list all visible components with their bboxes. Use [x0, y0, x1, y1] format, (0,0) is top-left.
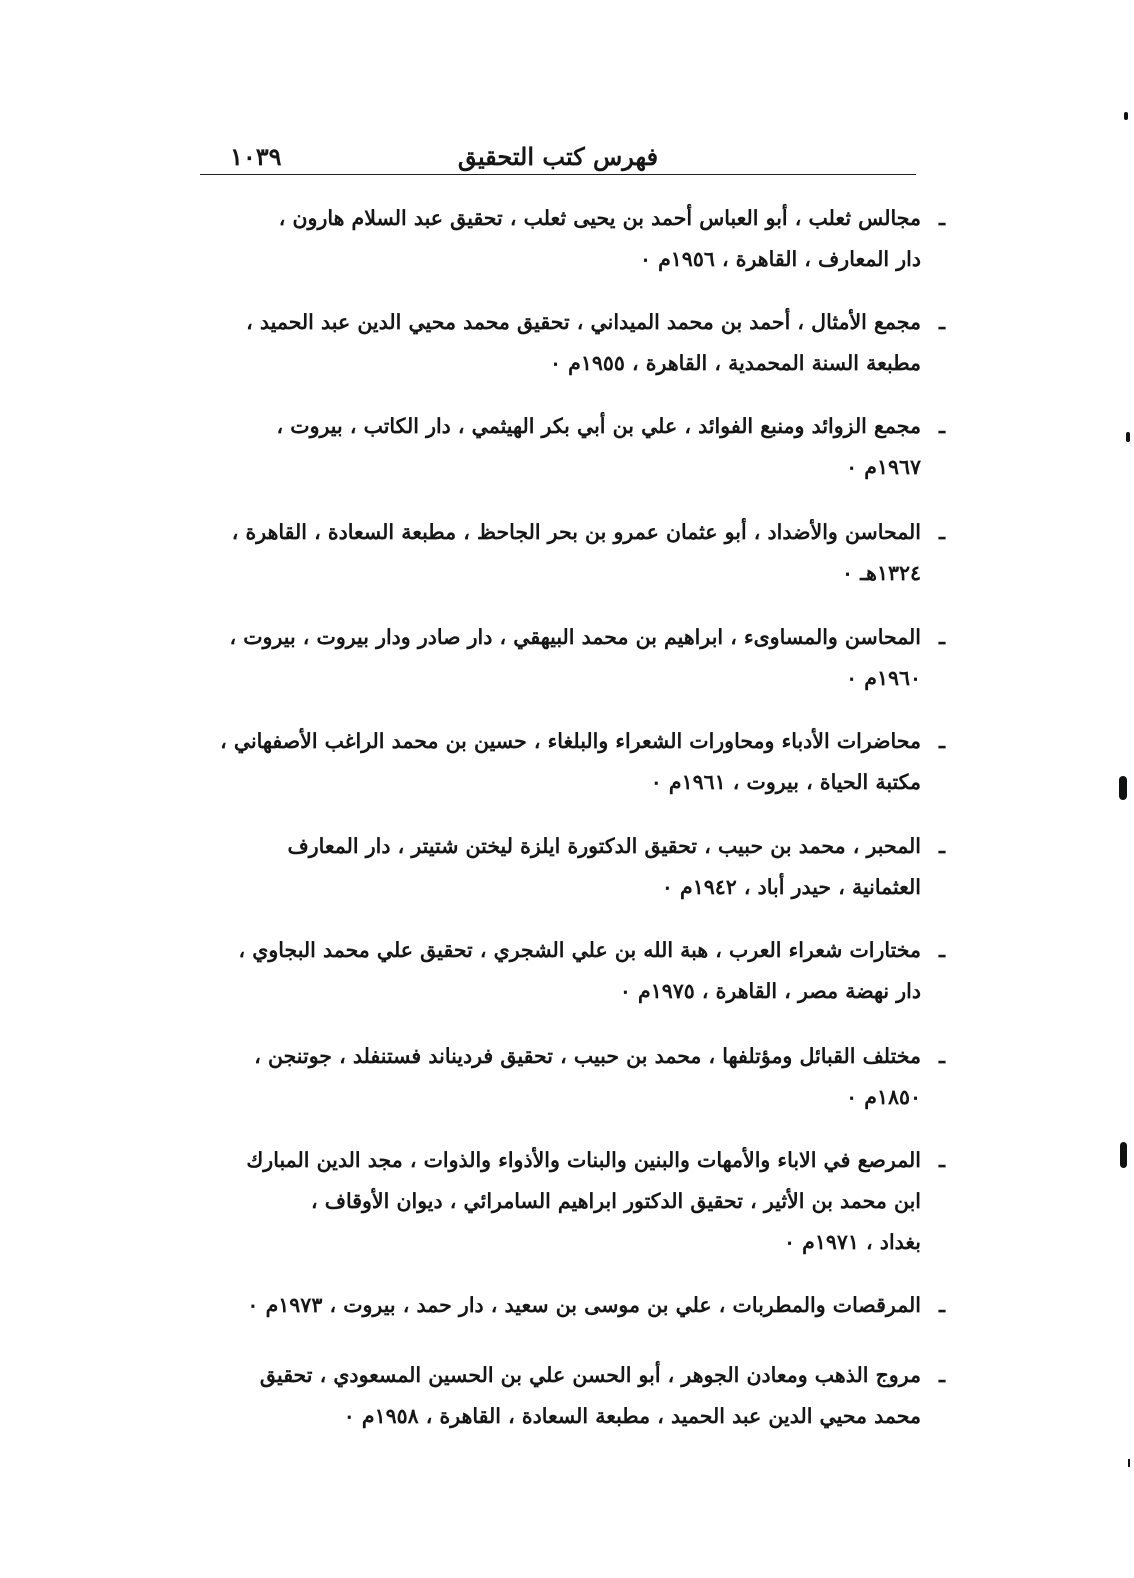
list-item [195, 198, 945, 280]
entry-line: دار المعارف ، القاهرة ، ١٩٥٦م ٠ [639, 247, 921, 271]
entry-line: المحاسن والمساوىء ، ابراهيم بن محمد البيهقي ، دار صادر ودار بيروت ، بيروت ، [229, 625, 921, 649]
page-title: فهرس كتب التحقيق [457, 142, 659, 171]
list-item [195, 512, 945, 594]
list-item [195, 1036, 945, 1118]
scan-speck [1120, 1142, 1127, 1168]
entry-line: المرصع في الاباء والأمهات والبنين والبنات والأذواء والذوات ، مجد الدين المبارك [246, 1148, 921, 1172]
entry-dash: ـ [938, 1148, 945, 1172]
entry-dash: ـ [938, 414, 945, 438]
entry-line: المحاسن والأضداد ، أبو عثمان عمرو بن بحر الجاحظ ، مطبعة السعادة ، القاهرة ، [231, 520, 921, 544]
entry-line: ١٨٥٠م ٠ [846, 1085, 921, 1109]
entry-line: ابن محمد بن الأثير ، تحقيق الدكتور ابراهيم السامرائي ، ديوان الأوقاف ، [310, 1189, 921, 1213]
list-item [195, 302, 945, 384]
entry-dash: ـ [938, 520, 945, 544]
entry-line: مروج الذهب ومعادن الجوهر ، أبو الحسن علي بن الحسين المسعودي ، تحقيق [259, 1363, 921, 1387]
entry-line: محمد محيي الدين عبد الحميد ، مطبعة السعادة ، القاهرة ، ١٩٥٨م ٠ [343, 1404, 921, 1428]
entry-dash: ـ [938, 1363, 945, 1387]
page-number: ١٠٣٩ [230, 142, 282, 171]
entry-line: ١٣٢٤هـ ٠ [841, 561, 921, 585]
list-item [195, 1355, 945, 1437]
entry-line: العثمانية ، حيدر أباد ، ١٩٤٢م ٠ [661, 875, 921, 899]
scan-speck [1124, 112, 1128, 120]
list-item [195, 826, 945, 908]
entry-line: المرقصات والمطربات ، علي بن موسى بن سعيد ، دار حمد ، بيروت ، ١٩٧٣م ٠ [247, 1293, 921, 1317]
entry-line: مطبعة السنة المحمدية ، القاهرة ، ١٩٥٥م ٠ [550, 351, 921, 375]
entry-dash: ـ [938, 206, 945, 230]
list-item [195, 406, 945, 488]
list-item [195, 721, 945, 803]
entry-dash: ـ [938, 310, 945, 334]
entry-dash: ـ [938, 1293, 945, 1317]
list-item [195, 617, 945, 699]
list-item [195, 1140, 945, 1263]
entry-line: مجمع الزوائد ومنبع الفوائد ، علي بن أبي بكر الهيثمي ، دار الكاتب ، بيروت ، [276, 414, 921, 438]
scan-speck [1126, 432, 1130, 442]
entry-line: المحبر ، محمد بن حبيب ، تحقيق الدكتورة ايلزة ليختن شتيتر ، دار المعارف [287, 834, 921, 858]
scan-speck [1119, 776, 1127, 800]
entry-dash: ـ [938, 625, 945, 649]
entry-line: مختلف القبائل ومؤتلفها ، محمد بن حبيب ، تحقيق فرديناند فستنفلد ، جوتنجن ، [254, 1044, 921, 1068]
entry-line: دار نهضة مصر ، القاهرة ، ١٩٧٥م ٠ [619, 979, 921, 1003]
list-item [195, 1285, 945, 1326]
entry-dash: ـ [938, 938, 945, 962]
entry-line: مختارات شعراء العرب ، هبة الله بن علي الشجري ، تحقيق علي محمد البجاوي ، [238, 938, 921, 962]
entry-dash: ـ [938, 834, 945, 858]
scan-speck [1128, 1459, 1130, 1467]
entry-line: مجمع الأمثال ، أحمد بن محمد الميداني ، تحقيق محمد محيي الدين عبد الحميد ، [246, 310, 921, 334]
entry-line: ١٩٦٠م ٠ [846, 666, 921, 690]
list-item [195, 930, 945, 1012]
entry-dash: ـ [938, 1044, 945, 1068]
entry-dash: ـ [938, 729, 945, 753]
entry-line: مجالس ثعلب ، أبو العباس أحمد بن يحيى ثعلب ، تحقيق عبد السلام هارون ، [278, 206, 921, 230]
entry-line: محاضرات الأدباء ومحاورات الشعراء والبلغاء ، حسين بن محمد الراغب الأصفهاني ، [220, 729, 921, 753]
entry-line: بغداد ، ١٩٧١م ٠ [784, 1230, 921, 1254]
entry-line: ١٩٦٧م ٠ [846, 455, 921, 479]
entry-line: مكتبة الحياة ، بيروت ، ١٩٦١م ٠ [650, 770, 921, 794]
